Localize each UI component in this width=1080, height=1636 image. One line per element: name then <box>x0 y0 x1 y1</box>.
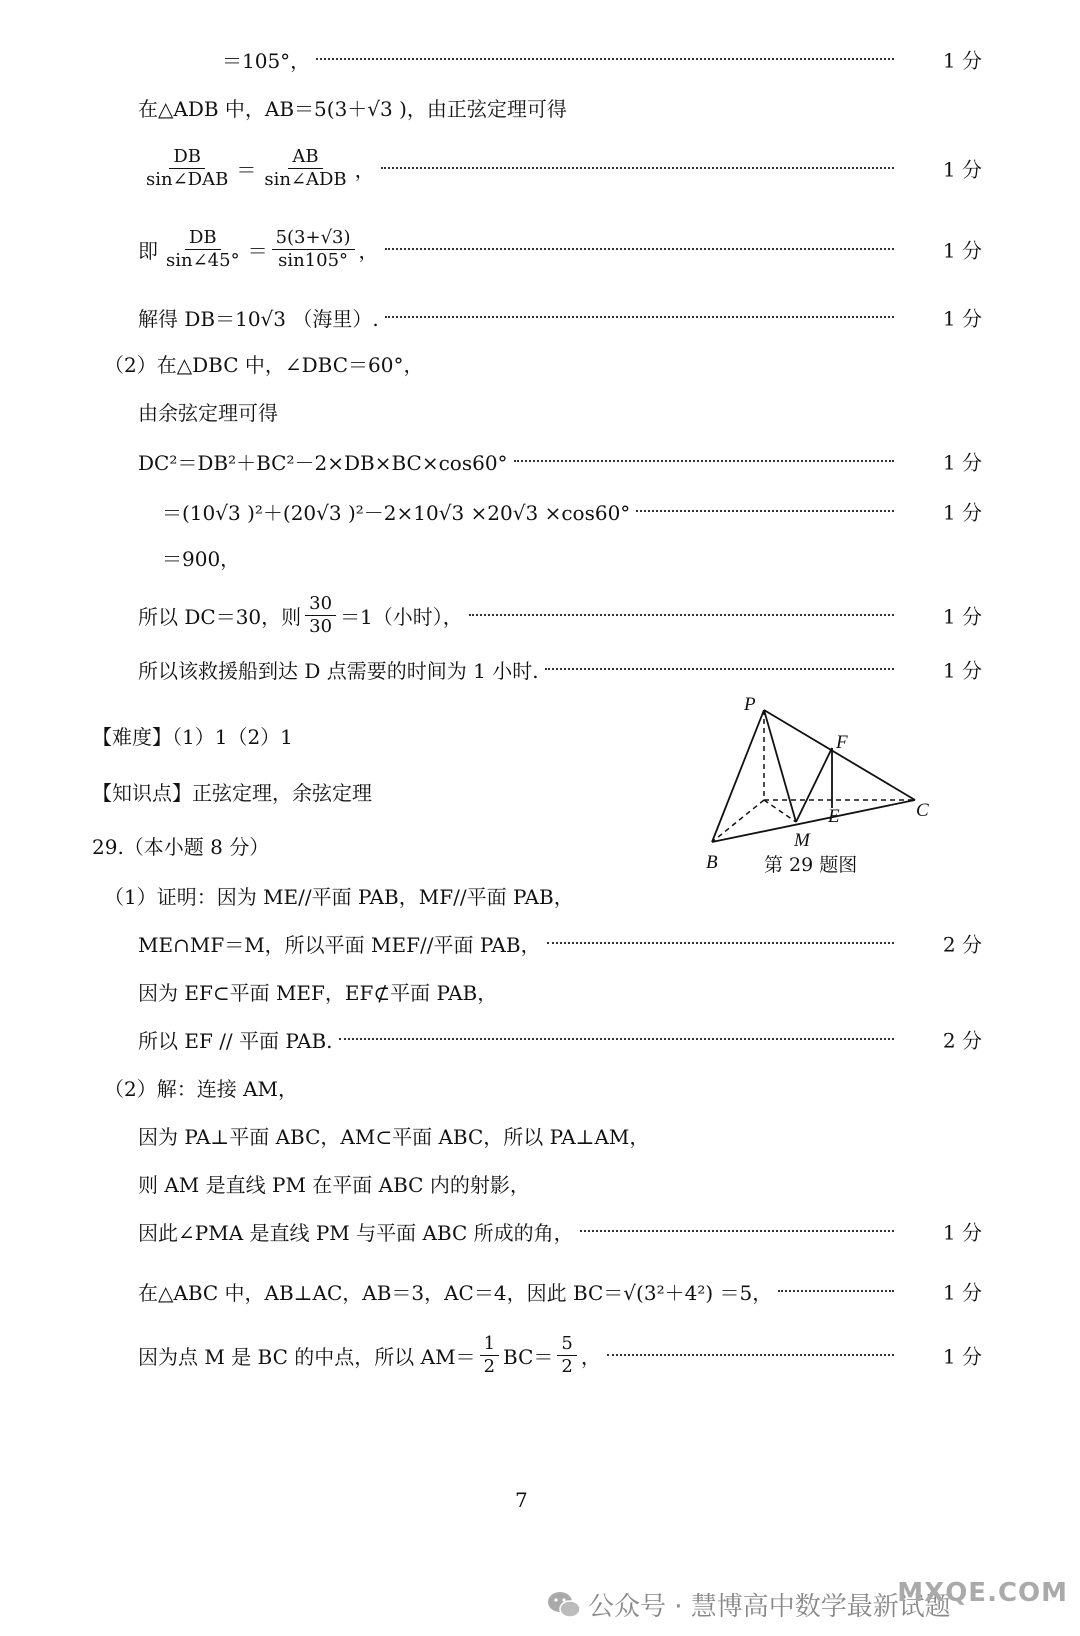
numerator: DB <box>185 227 221 250</box>
expression: ＝105°， <box>222 48 311 73</box>
line-proof-3: 因为 EF⊂平面 MEF，EF⊄平面 PAB， <box>138 981 498 1005</box>
label-e: E <box>828 806 840 827</box>
dot-leader <box>580 1230 894 1232</box>
line-angle-result <box>222 44 982 74</box>
dot-leader <box>545 668 894 670</box>
expression: DC²＝DB²＋BC²－2×DB×BC×cos60° <box>138 450 508 475</box>
dot-leader <box>316 58 894 60</box>
page-number: 7 <box>515 1488 528 1512</box>
score: 1 分 <box>942 658 982 683</box>
suffix: ＝1（小时）， <box>340 604 463 629</box>
watermark-text: 公众号 · 慧博高中数学最新试题 <box>588 1592 951 1622</box>
line-proof-2 <box>138 928 982 958</box>
score: 1 分 <box>942 450 982 475</box>
expression: 所以 EF // 平面 PAB. <box>138 1028 333 1053</box>
fraction <box>305 593 336 638</box>
expression: 所以该救援船到达 D 点需要的时间为 1 小时. <box>138 658 539 683</box>
dot-leader <box>339 1038 894 1040</box>
label-c: C <box>916 800 929 821</box>
label-f: F <box>836 732 848 753</box>
line-cosine-rule <box>138 446 982 476</box>
dot-leader <box>385 248 894 250</box>
fraction <box>142 146 232 191</box>
punct: ， <box>580 1344 601 1369</box>
line-solve-heading: （2）解：连接 AM， <box>104 1077 299 1101</box>
numerator: 30 <box>305 593 336 616</box>
equals: ＝ <box>236 157 257 182</box>
line-solve-4 <box>138 1276 982 1306</box>
line-part2-heading: （2）在△DBC 中，∠DBC＝60°， <box>104 353 424 377</box>
line-cosine-rule-intro: 由余弦定理可得 <box>138 401 278 425</box>
score: 1 分 <box>942 1344 982 1369</box>
denominator: 2 <box>483 1355 496 1377</box>
dot-leader <box>385 316 894 318</box>
line-substitute <box>138 224 982 274</box>
score: 1 分 <box>942 48 982 73</box>
numerator: 5(3+√3) <box>272 227 355 250</box>
dot-leader <box>514 460 894 462</box>
expression: 在△ABC 中，AB⊥AC，AB＝3，AC＝4，因此 BC＝√(3²＋4²) ＝5， <box>138 1280 773 1305</box>
numerator: 1 <box>480 1333 499 1356</box>
fraction <box>272 227 355 272</box>
fraction <box>557 1333 576 1378</box>
line-solve-2: 则 AM 是直线 PM 在平面 ABC 内的射影， <box>138 1173 530 1197</box>
line-proof-1: （1）证明：因为 ME//平面 PAB，MF//平面 PAB， <box>104 885 574 909</box>
score: 1 分 <box>942 500 982 525</box>
line-time <box>138 592 982 638</box>
denominator: sin∠45° <box>166 249 240 271</box>
expression: ME∩MF＝M，所以平面 MEF//平面 PAB， <box>138 932 541 957</box>
expression: ＝(10√3 )²＋(20√3 )²－2×10√3 ×20√3 ×cos60° <box>162 500 631 525</box>
line-solve-5 <box>138 1330 982 1380</box>
question-29-heading: 29.（本小题 8 分） <box>92 835 270 859</box>
denominator: sin105° <box>278 249 349 271</box>
dot-leader <box>469 614 894 616</box>
line-triangle-adb: 在△ADB 中，AB＝5(3＋√3 )，由正弦定理可得 <box>138 97 567 121</box>
punct: ， <box>358 238 379 263</box>
fraction <box>162 227 244 272</box>
prefix: 即 <box>138 238 158 263</box>
score: 1 分 <box>942 1220 982 1245</box>
fraction <box>260 146 350 191</box>
corner-watermark: MXQE.COM <box>897 1578 1068 1608</box>
middle: BC＝ <box>503 1344 554 1369</box>
label-b: B <box>706 852 718 873</box>
dot-leader <box>381 167 894 169</box>
wechat-icon <box>546 1590 582 1620</box>
score: 1 分 <box>942 1280 982 1305</box>
numerator: AB <box>288 146 322 169</box>
prefix: 所以 DC＝30，则 <box>138 604 302 629</box>
score: 2 分 <box>942 1028 982 1053</box>
numerator: DB <box>169 146 205 169</box>
line-sine-rule <box>138 145 982 190</box>
difficulty-label: 【难度】（1）1（2）1 <box>92 725 293 749</box>
line-900: ＝900， <box>162 547 241 571</box>
dot-leader <box>607 1354 894 1356</box>
denominator: sin∠ADB <box>264 168 347 190</box>
knowledge-label: 【知识点】正弦定理，余弦定理 <box>92 781 372 805</box>
dot-leader <box>636 510 894 512</box>
line-solve-db <box>138 302 982 332</box>
score: 1 分 <box>942 604 982 629</box>
score: 2 分 <box>942 932 982 957</box>
score: 1 分 <box>942 306 982 331</box>
denominator: 30 <box>309 615 333 637</box>
punct: ， <box>354 157 375 182</box>
line-cosine-substitute <box>162 496 982 526</box>
line-solve-1: 因为 PA⊥平面 ABC，AM⊂平面 ABC，所以 PA⊥AM， <box>138 1125 650 1149</box>
score: 1 分 <box>942 157 982 182</box>
label-m: M <box>794 830 810 851</box>
equals: ＝ <box>247 238 268 263</box>
numerator: 5 <box>557 1333 576 1356</box>
score: 1 分 <box>942 238 982 263</box>
line-proof-4 <box>138 1024 982 1054</box>
expression: 解得 DB＝10√3 （海里）. <box>138 306 379 331</box>
denominator: sin∠DAB <box>146 168 229 190</box>
dot-leader <box>547 942 894 944</box>
fraction <box>480 1333 499 1378</box>
line-conclusion <box>138 654 982 684</box>
line-solve-3 <box>138 1216 982 1246</box>
prefix: 因为点 M 是 BC 的中点，所以 AM＝ <box>138 1344 476 1369</box>
label-p: P <box>744 694 756 715</box>
dot-leader <box>778 1290 894 1292</box>
figure-caption: 第 29 题图 <box>764 854 858 876</box>
denominator: 2 <box>561 1355 573 1377</box>
expression: 因此∠PMA 是直线 PM 与平面 ABC 所成的角， <box>138 1220 574 1245</box>
